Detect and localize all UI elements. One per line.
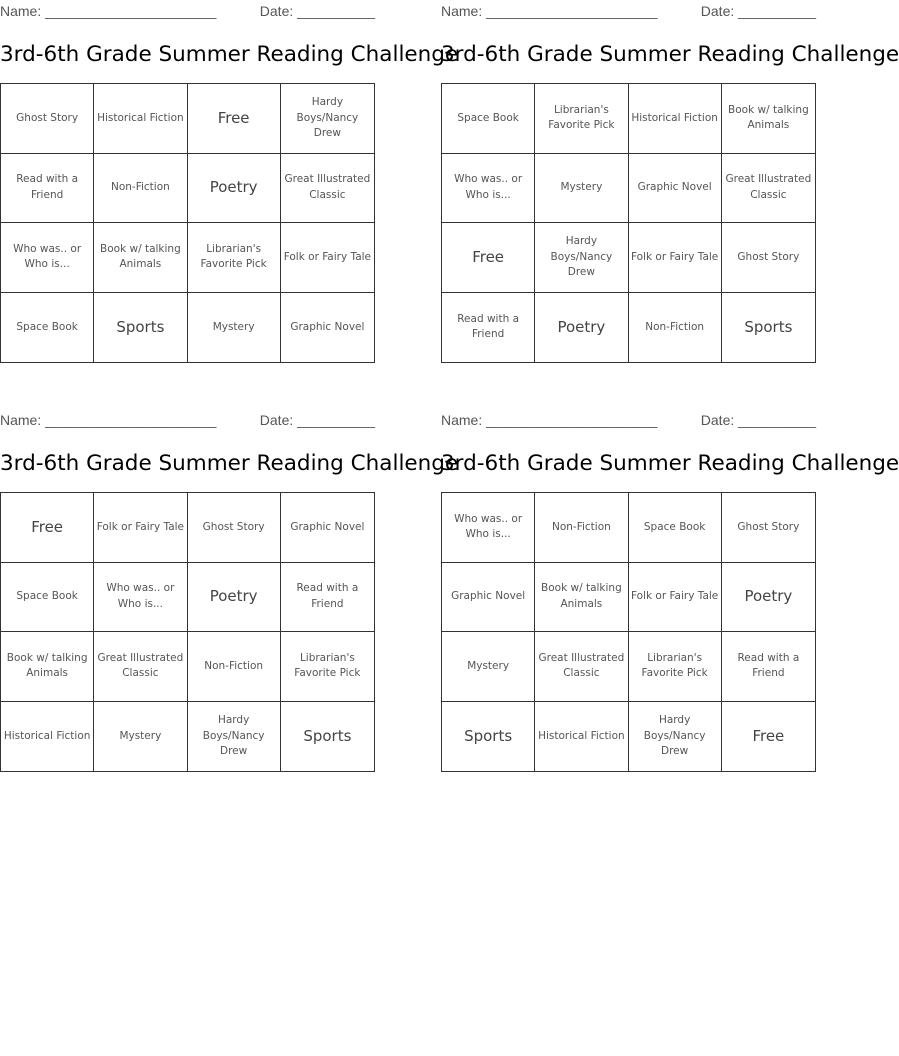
bingo-cell: Graphic Novel xyxy=(281,493,374,563)
bingo-cell: Librarian's Favorite Pick xyxy=(188,223,281,293)
bingo-cell: Non-Fiction xyxy=(629,293,722,363)
bingo-cell: Free xyxy=(188,84,281,154)
bingo-cell: Hardy Boys/Nancy Drew xyxy=(188,702,281,772)
bingo-cell: Non-Fiction xyxy=(535,493,628,563)
bingo-grid xyxy=(0,492,375,772)
card-title: 3rd-6th Grade Summer Reading Challenge xyxy=(441,42,899,67)
bingo-cell: Space Book xyxy=(1,293,94,363)
bingo-cell: Poetry xyxy=(535,293,628,363)
bingo-grid xyxy=(441,492,816,772)
bingo-cell: Folk or Fairy Tale xyxy=(629,563,722,633)
bingo-cell: Mystery xyxy=(535,154,628,224)
bingo-cell: Mystery xyxy=(188,293,281,363)
bingo-cell: Ghost Story xyxy=(722,223,815,293)
date-line: Date: __________ xyxy=(259,3,375,19)
bingo-cell: Mystery xyxy=(94,702,187,772)
bingo-grid xyxy=(441,83,816,363)
bingo-cell: Ghost Story xyxy=(1,84,94,154)
bingo-cell: Non-Fiction xyxy=(188,632,281,702)
bingo-cell: Book w/ talking Animals xyxy=(535,563,628,633)
bingo-cell: Non-Fiction xyxy=(94,154,187,224)
bingo-cell: Ghost Story xyxy=(188,493,281,563)
bingo-cell: Librarian's Favorite Pick xyxy=(281,632,374,702)
name-line: Name: ______________________ xyxy=(0,412,217,428)
bingo-cell: Graphic Novel xyxy=(629,154,722,224)
bingo-cell: Book w/ talking Animals xyxy=(1,632,94,702)
bingo-cell: Read with a Friend xyxy=(722,632,815,702)
bingo-cell: Space Book xyxy=(629,493,722,563)
bingo-cell: Folk or Fairy Tale xyxy=(94,493,187,563)
bingo-grid xyxy=(0,83,375,363)
bingo-cell: Librarian's Favorite Pick xyxy=(629,632,722,702)
bingo-cell: Hardy Boys/Nancy Drew xyxy=(535,223,628,293)
card-title: 3rd-6th Grade Summer Reading Challenge xyxy=(441,451,899,476)
bingo-cell: Book w/ talking Animals xyxy=(722,84,815,154)
bingo-cell: Who was.. or Who is... xyxy=(94,563,187,633)
bingo-cell: Great Illustrated Classic xyxy=(94,632,187,702)
bingo-cell: Historical Fiction xyxy=(535,702,628,772)
bingo-cell: Sports xyxy=(303,726,352,745)
bingo-cell: Great Illustrated Classic xyxy=(281,154,374,224)
bingo-cell: Great Illustrated Classic xyxy=(722,154,815,224)
bingo-cell: Graphic Novel xyxy=(290,320,365,333)
bingo-cell: Folk or Fairy Tale xyxy=(281,223,374,293)
card-title: 3rd-6th Grade Summer Reading Challenge xyxy=(0,42,459,67)
card-title: 3rd-6th Grade Summer Reading Challenge xyxy=(0,451,459,476)
bingo-cell: Poetry xyxy=(188,563,281,633)
bingo-cell: Historical Fiction xyxy=(1,702,94,772)
name-line: Name: ______________________ xyxy=(0,3,217,19)
bingo-cell: Poetry xyxy=(722,563,815,633)
bingo-cell: Read with a Friend xyxy=(442,293,535,363)
date-line: Date: __________ xyxy=(700,3,816,19)
bingo-cell: Historical Fiction xyxy=(94,84,187,154)
bingo-cell: Free xyxy=(752,726,785,745)
bingo-cell: Sports xyxy=(94,293,187,363)
bingo-cell: Ghost Story xyxy=(722,493,815,563)
bingo-cell: Read with a Friend xyxy=(1,154,94,224)
bingo-cell: Space Book xyxy=(442,84,535,154)
bingo-cell: Graphic Novel xyxy=(442,563,535,633)
name-line: Name: ______________________ xyxy=(441,412,658,428)
bingo-cell: Who was.. or Who is... xyxy=(442,493,535,563)
bingo-cell: Sports xyxy=(442,702,535,772)
bingo-cell: Read with a Friend xyxy=(281,563,374,633)
bingo-cell: Folk or Fairy Tale xyxy=(629,223,722,293)
date-line: Date: __________ xyxy=(259,412,375,428)
bingo-cell: Who was.. or Who is... xyxy=(1,223,94,293)
bingo-cell: Free xyxy=(1,493,94,563)
bingo-cell: Sports xyxy=(744,317,793,336)
bingo-cell: Poetry xyxy=(188,154,281,224)
bingo-cell: Hardy Boys/Nancy Drew xyxy=(629,702,722,772)
bingo-cell: Book w/ talking Animals xyxy=(94,223,187,293)
bingo-cell: Great Illustrated Classic xyxy=(535,632,628,702)
name-line: Name: ______________________ xyxy=(441,3,658,19)
bingo-cell: Historical Fiction xyxy=(629,84,722,154)
bingo-cell: Hardy Boys/Nancy Drew xyxy=(281,84,374,154)
bingo-cell: Mystery xyxy=(442,632,535,702)
bingo-cell: Librarian's Favorite Pick xyxy=(535,84,628,154)
bingo-cell: Free xyxy=(442,223,535,293)
bingo-cell: Who was.. or Who is... xyxy=(442,154,535,224)
date-line: Date: __________ xyxy=(700,412,816,428)
bingo-cell: Space Book xyxy=(1,563,94,633)
